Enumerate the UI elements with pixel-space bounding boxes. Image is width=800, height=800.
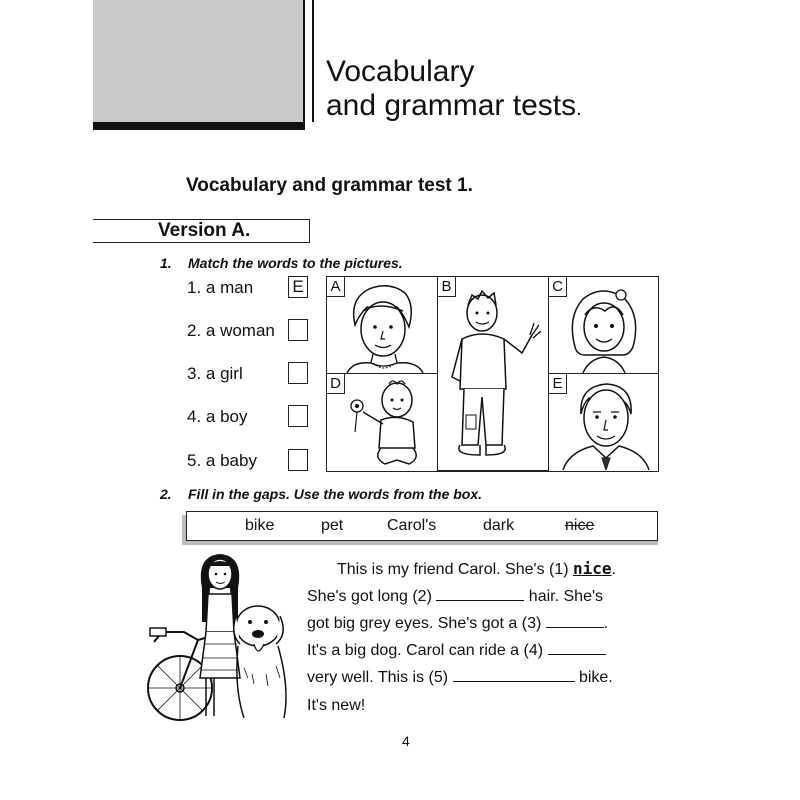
story-line-2-a: She's got long (2): [307, 588, 437, 605]
page-title-line2: [326, 88, 582, 127]
box-word-carols: Carol's: [387, 517, 437, 534]
answer-box-5[interactable]: [288, 449, 308, 471]
box-word-dark: dark: [483, 517, 515, 534]
woman-picture: [327, 277, 437, 373]
answer-box-2[interactable]: [288, 319, 308, 341]
story-line-1: [337, 559, 616, 580]
match-word-2: 2. a woman: [187, 321, 275, 340]
match-word-1: 1. a man: [187, 278, 254, 297]
header-block-shadow: [93, 122, 305, 130]
story-line-5: [307, 668, 613, 688]
gap-2-blank[interactable]: [436, 587, 524, 601]
answer-box-1[interactable]: E: [288, 276, 308, 298]
story-line-4-a: It's a big dog. Carol can ride a (4): [307, 642, 548, 659]
story-line-6: It's new!: [307, 697, 366, 714]
story-line-3-a: got big grey eyes. She's got a (3): [307, 615, 546, 632]
task2-number: 2.: [160, 486, 172, 502]
boy-picture: [438, 277, 548, 469]
match-word-5: 5. a baby: [187, 451, 257, 470]
picture-cell-b: [438, 277, 549, 471]
box-word-pet: pet: [321, 517, 344, 534]
version-label: Version A.: [158, 220, 251, 241]
gap-4-blank[interactable]: [548, 641, 606, 655]
header-divider-line: [312, 0, 314, 122]
page-number: 4: [402, 733, 410, 749]
answer-box-3[interactable]: [288, 362, 308, 384]
page-title-line2-text: and grammar tests: [326, 89, 577, 122]
box-word-nice-crossed: nice: [565, 517, 595, 534]
story-line-1-a: This is my friend Carol. She's (1): [337, 561, 574, 578]
page-title-dot: .: [576, 98, 582, 120]
story-line-3: [307, 614, 608, 634]
gap-5-blank[interactable]: [453, 668, 575, 682]
picture-label-b: B: [438, 277, 456, 297]
girl-picture: [549, 277, 659, 373]
picture-label-d: D: [327, 374, 345, 394]
story-line-2: [307, 587, 603, 607]
task2-text: Fill in the gaps. Use the words from the box.: [188, 486, 483, 502]
gap-1-filled: nice: [573, 559, 612, 578]
picture-label-a: A: [327, 277, 345, 297]
man-picture: [549, 374, 659, 470]
baby-picture: [327, 374, 437, 470]
word-box: [186, 511, 658, 541]
girl-dog-bike-illustration: [140, 548, 300, 723]
word-box-shadow: [182, 541, 658, 545]
task1-text: Match the words to the pictures.: [188, 255, 403, 271]
match-word-4: 4. a boy: [187, 407, 248, 426]
picture-cell-c: [549, 277, 659, 374]
story-line-2-b: hair. She's: [524, 588, 604, 605]
header-grey-block: [93, 0, 305, 124]
page-title-line1: Vocabulary: [326, 55, 475, 88]
match-word-3: 3. a girl: [187, 364, 243, 383]
box-word-bike: bike: [245, 517, 275, 534]
task1-number: 1.: [160, 255, 172, 271]
picture-label-c: C: [549, 277, 567, 297]
picture-grid: [326, 276, 659, 472]
story-line-1-b: .: [611, 561, 616, 578]
picture-cell-e: [549, 374, 659, 471]
test-title: Vocabulary and grammar test 1.: [186, 175, 473, 196]
picture-label-e: E: [549, 374, 567, 394]
gap-3-blank[interactable]: [546, 614, 604, 628]
story-line-3-b: .: [603, 615, 609, 632]
picture-cell-d: [327, 374, 438, 471]
story-line-5-b: bike.: [574, 669, 613, 686]
answer-box-4[interactable]: [288, 405, 308, 427]
story-line-5-a: very well. This is (5): [307, 669, 453, 686]
story-line-4: [307, 641, 606, 661]
picture-cell-a: [327, 277, 438, 374]
